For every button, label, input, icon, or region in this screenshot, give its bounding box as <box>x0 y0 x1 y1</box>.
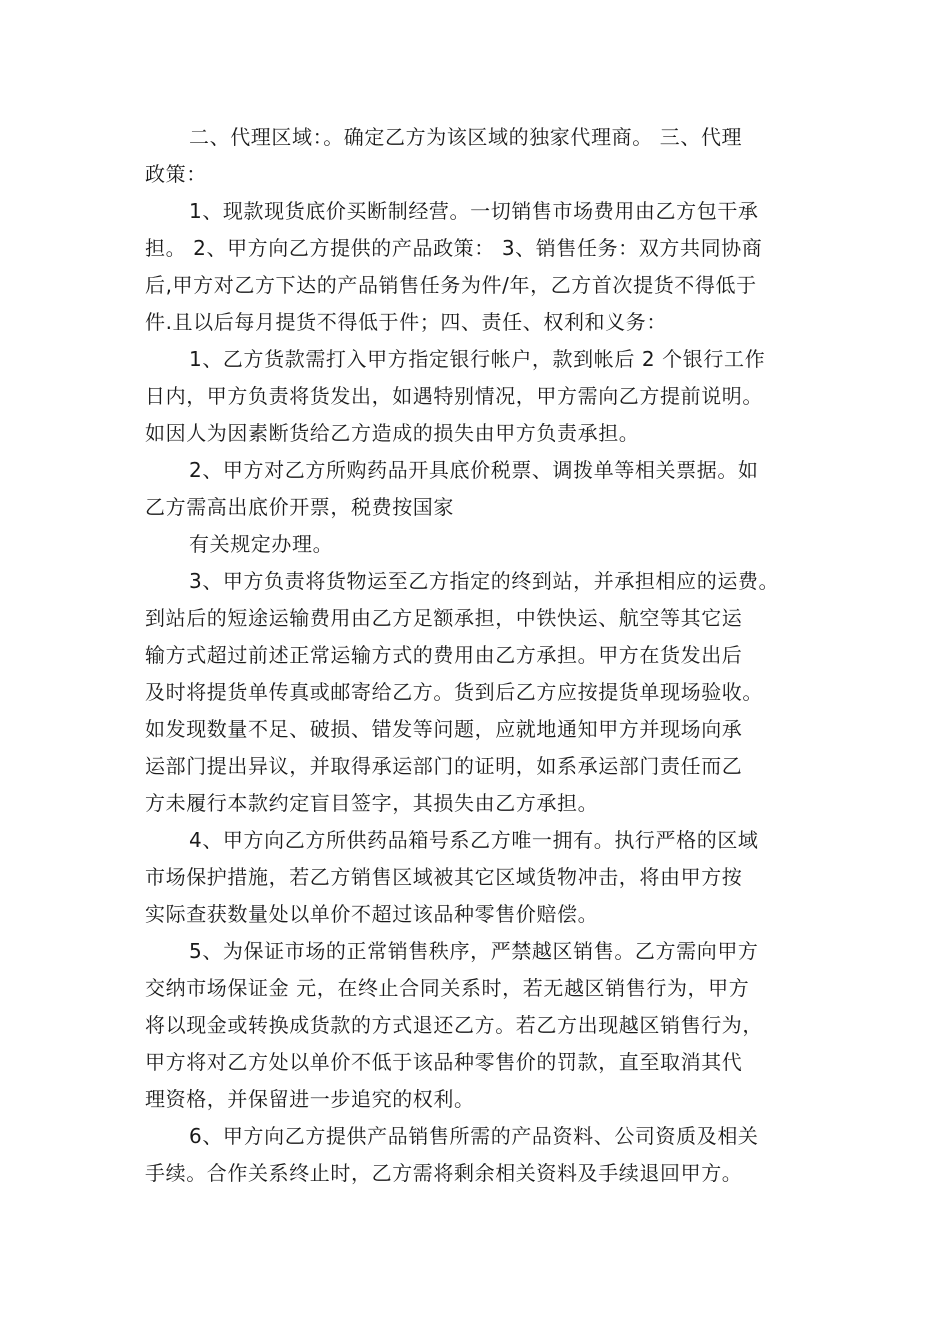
text-line: 二、代理区域：。确定乙方为该区域的独家代理商。 三、代理 <box>189 125 743 149</box>
text-line: 有关规定办理。 <box>189 532 334 556</box>
text-line: 理资格，并保留进一步追究的权利。 <box>145 1087 475 1111</box>
text-line: 4、甲方向乙方所供药品箱号系乙方唯一拥有。执行严格的区域 <box>189 828 759 852</box>
text-line: 实际查获数量处以单价不超过该品种零售价赔偿。 <box>145 902 599 926</box>
text-line: 件.且以后每月提货不得低于件；四、责任、权利和义务： <box>145 310 667 334</box>
text-line: 6、甲方向乙方提供产品销售所需的产品资料、公司资质及相关 <box>189 1124 759 1148</box>
text-line: 运部门提出异议，并取得承运部门的证明，如系承运部门责任而乙 <box>145 754 743 778</box>
text-line: 输方式超过前述正常运输方式的费用由乙方承担。甲方在货发出后 <box>145 643 743 667</box>
contract-body-text <box>145 119 815 1192</box>
text-line: 担。 2、甲方向乙方提供的产品政策： 3、销售任务：双方共同协商 <box>145 236 763 260</box>
text-line: 乙方需高出底价开票，税费按国家 <box>145 495 454 519</box>
text-line: 日内，甲方负责将货发出，如遇特别情况，甲方需向乙方提前说明。 <box>145 384 763 408</box>
text-line: 到站后的短途运输费用由乙方足额承担，中铁快运、航空等其它运 <box>145 606 743 630</box>
text-line: 及时将提货单传真或邮寄给乙方。货到后乙方应按提货单现场验收。 <box>145 680 763 704</box>
text-line: 2、甲方对乙方所购药品开具底价税票、调拨单等相关票据。如 <box>189 458 759 482</box>
text-line: 如因人为因素断货给乙方造成的损失由甲方负责承担。 <box>145 421 640 445</box>
text-line: 3、甲方负责将货物运至乙方指定的终到站，并承担相应的运费。 <box>189 569 780 593</box>
text-line: 方未履行本款约定盲目签字，其损失由乙方承担。 <box>145 791 599 815</box>
text-line: 1、乙方货款需打入甲方指定银行帐户，款到帐后 2 个银行工作 <box>189 347 766 371</box>
text-line: 1、现款现货底价买断制经营。一切销售市场费用由乙方包干承 <box>189 199 759 223</box>
text-line: 将以现金或转换成货款的方式退还乙方。若乙方出现越区销售行为， <box>145 1013 763 1037</box>
text-line: 市场保护措施，若乙方销售区域被其它区域货物冲击，将由甲方按 <box>145 865 743 889</box>
text-line: 如发现数量不足、破损、错发等问题，应就地通知甲方并现场向承 <box>145 717 743 741</box>
text-line: 后,甲方对乙方下达的产品销售任务为件/年，乙方首次提货不得低于 <box>145 273 757 297</box>
text-line: 甲方将对乙方处以单价不低于该品种零售价的罚款，直至取消其代 <box>145 1050 743 1074</box>
text-line: 5、为保证市场的正常销售秩序，严禁越区销售。乙方需向甲方 <box>189 939 759 963</box>
text-line: 交纳市场保证金 元，在终止合同关系时，若无越区销售行为，甲方 <box>145 976 750 1000</box>
text-line: 手续。合作关系终止时，乙方需将剩余相关资料及手续退回甲方。 <box>145 1161 743 1185</box>
text-line: 政策： <box>145 162 207 186</box>
